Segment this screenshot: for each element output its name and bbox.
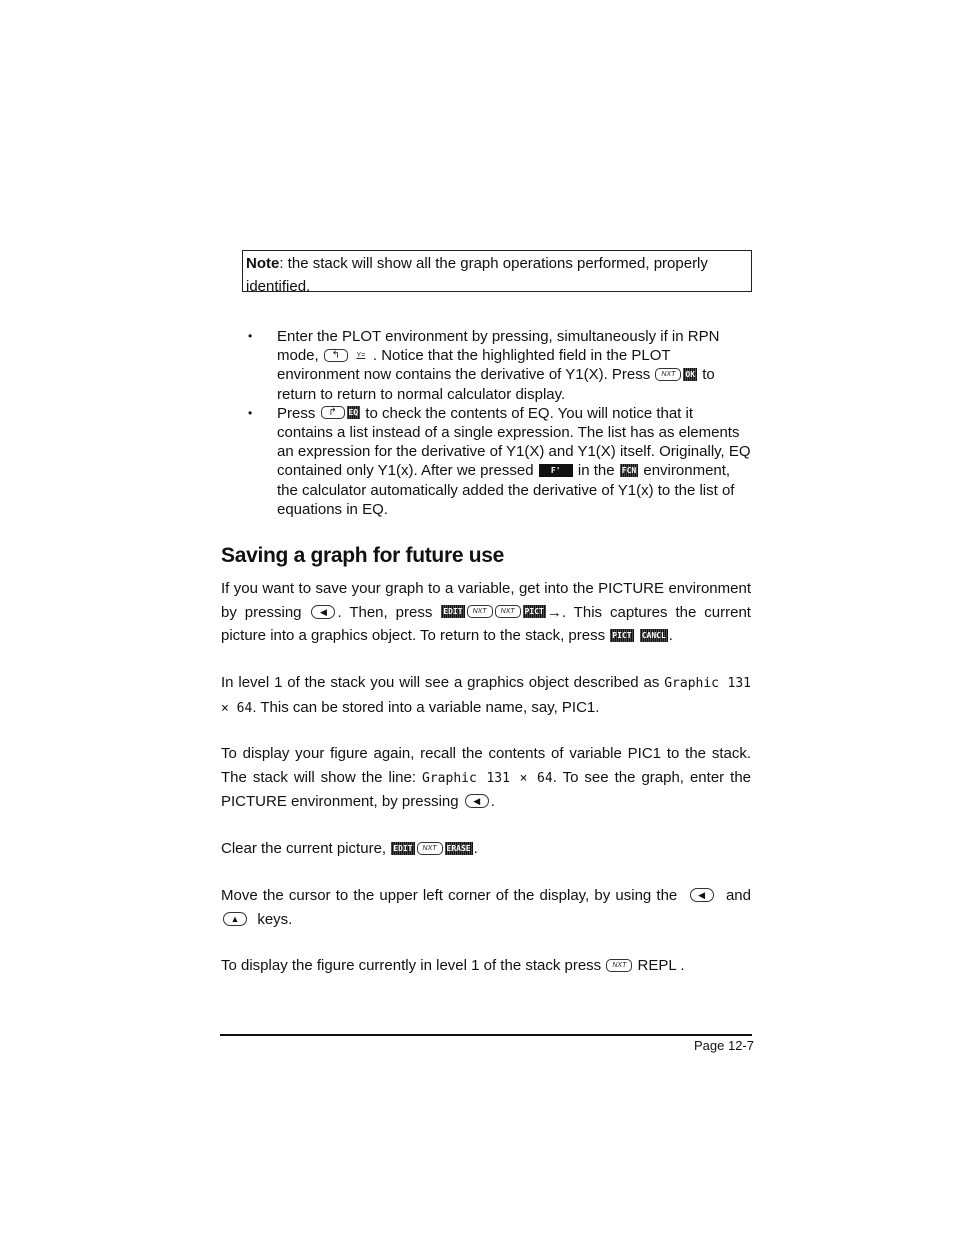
eq-softkey-icon: EQ — [348, 408, 359, 418]
edit-softkey-icon: EDIT — [393, 843, 413, 853]
left-arrow-key-icon: ◀ — [690, 888, 714, 902]
paragraph-clear-picture: Clear the current picture, EDIT NXT ERASE . — [221, 840, 478, 857]
pict-softkey-icon: PICT — [524, 607, 544, 617]
right-shift-key-icon: ↱ — [321, 406, 345, 419]
edit-softkey-icon: EDIT — [443, 607, 463, 617]
section-heading: Saving a graph for future use — [221, 544, 505, 567]
store-arrow-icon: → — [546, 603, 562, 621]
paragraph-display-figure: To display your figure again, recall the contents of variable PIC1 to the stack. The stack will show the line: Graphic 131 × 64. To see the graph, enter the PICTURE environment, by pressing ◀ . — [221, 745, 751, 810]
bullet-list — [248, 327, 753, 519]
paragraph-repl: To display the figure currently in level 1 of the stack press NXT REPL . — [221, 957, 685, 974]
list-item: • Press ↱ EQ to check the contents of EQ. You will notice that it contains a list instead of a single expression. The list has as elements an expression for the derivative of Y1(X) and Y1(X) itself. Originally, EQ contained only Y1(x). After we pressed F' in the FCN environment, the calculator automatically added the derivative of Y1(x) to the list of equations in EQ. — [248, 404, 751, 518]
bullet-dot-icon: • — [248, 329, 253, 343]
nxt-key-icon: NXT — [606, 959, 632, 972]
note-label: Note — [246, 255, 280, 272]
graphic-code: Graphic 131 × 64 — [221, 676, 752, 716]
note-text: : the stack will show all the graph operations performed, properly identified. — [246, 255, 708, 295]
pict-softkey-icon: PICT — [612, 630, 632, 640]
up-arrow-key-icon: ▲ — [223, 912, 247, 926]
cancl-softkey-icon: CANCL — [641, 630, 666, 640]
note-box — [242, 250, 752, 295]
list-item: • Enter the PLOT environment by pressing, simultaneously if in RPN mode, ↰ Y= . Notice that the highlighted field in the PLOT environment now contains the derivative of Y1(X). Press NXT OK to return to return to normal calculator display. — [248, 328, 720, 403]
nxt-key-icon: NXT — [467, 605, 493, 618]
y-equals-key-icon: Y= — [356, 351, 366, 359]
left-arrow-key-icon: ◀ — [311, 605, 335, 619]
fprime-softkey-icon: F' — [539, 464, 573, 477]
left-arrow-key-icon: ◀ — [465, 794, 489, 808]
paragraph-move-cursor: Move the cursor to the upper left corner of the display, by using the ◀ and ▲ keys. — [221, 887, 751, 928]
bullet-dot-icon: • — [248, 405, 253, 420]
paragraph-level-one: In level 1 of the stack you will see a graphics object described as Graphic 131 × 64. This can be stored into a variable name, say, PIC1. — [221, 674, 752, 716]
fcn-softkey-icon: FCN — [621, 465, 637, 475]
erase-softkey-icon: ERASE — [446, 843, 471, 853]
ok-softkey-icon: OK — [685, 369, 696, 379]
nxt-key-icon: NXT — [655, 368, 681, 381]
nxt-key-icon: NXT — [495, 605, 521, 618]
paragraph-save-graph: If you want to save your graph to a variable, get into the PICTURE environment by pressing ◀ . Then, press EDIT NXT NXT PICT →. This captures the current picture into a graphics object. To return to the stack, press PICT CANCL . — [221, 580, 751, 644]
left-shift-key-icon: ↰ — [324, 349, 348, 362]
graphic-code: Graphic 131 × 64 — [422, 770, 553, 786]
footer-rule — [220, 1034, 752, 1036]
page-number: Page 12-7 — [694, 1038, 754, 1053]
nxt-key-icon: NXT — [417, 842, 443, 855]
